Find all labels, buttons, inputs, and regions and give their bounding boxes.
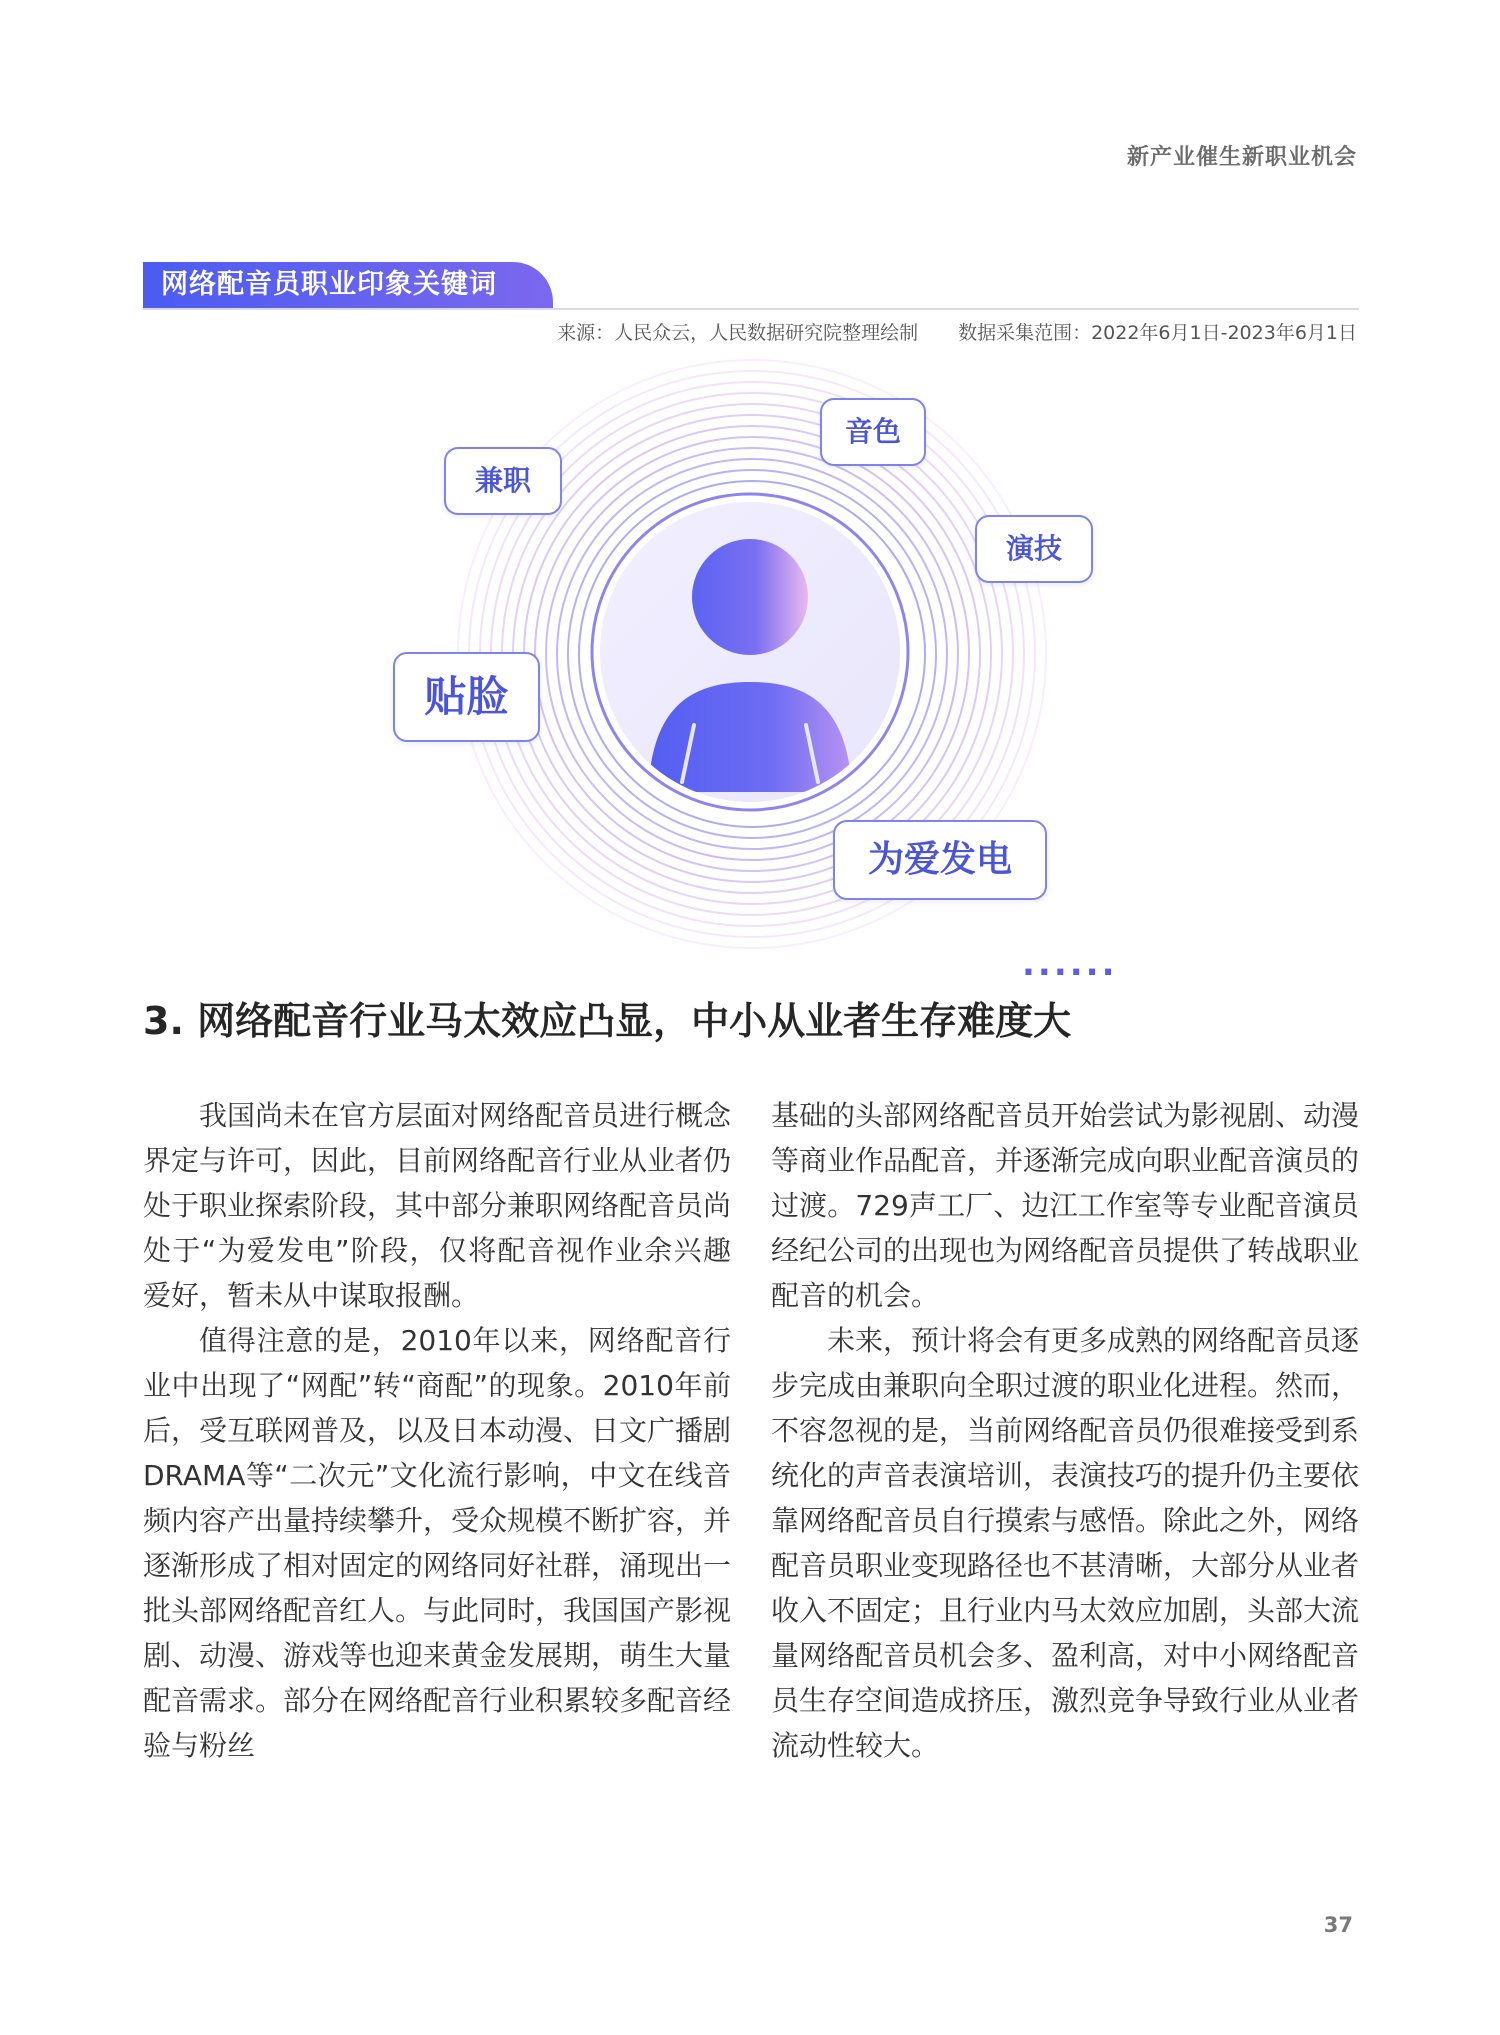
more-keywords-ellipsis: ...... xyxy=(1022,944,1118,984)
paragraph: 基础的头部网络配音员开始尝试为影视剧、动漫等商业作品配音，并逐渐完成向职业配音演员的过渡。729声工厂、边江工作室等专业配音演员经纪公司的出现也为网络配音员提供了转战职业配音的机会。 xyxy=(771,1099,1360,1312)
figure-range: 数据采集范围：2022年6月1日-2023年6月1日 xyxy=(958,322,1357,344)
keyword-yanji: 演技 xyxy=(975,515,1093,583)
paragraph: 我国尚未在官方层面对网络配音员进行概念界定与许可，因此，目前网络配音行业从业者仍处于职业探索阶段，其中部分兼职网络配音员尚处于“为爱发电”阶段，仅将配音视作业余兴趣爱好，暂未从中谋取报酬。 xyxy=(143,1099,732,1312)
paragraph: 未来，预计将会有更多成熟的网络配音员逐步完成由兼职向全职过渡的职业化进程。然而，不容忽视的是，当前网络配音员仍很难接受到系统化的声音表演培训，表演技巧的提升仍主要依靠网络配音员自行摸索与感悟。除此之外，网络配音员职业变现路径也不甚清晰，大部分从业者收入不固定；且行业内马太效应加剧，头部大流量网络配音员机会多、盈利高，对中小网络配音员生存空间造成挤压，激烈竞争导致行业从业者流动性较大。 xyxy=(771,1324,1360,1762)
paragraph: 值得注意的是，2010年以来，网络配音行业中出现了“网配”转“商配”的现象。2010年前后，受互联网普及，以及日本动漫、日文广播剧DRAMA等“二次元”文化流行影响，中文在线音频内容产出量持续攀升，受众规模不断扩容，并逐渐形成了相对固定的网络同好社群，涌现出一批头部网络配音红人。与此同时，我国国产影视剧、动漫、游戏等也迎来黄金发展期，萌生大量配音需求。部分在网络配音行业积累较多配音经验与粉丝 xyxy=(143,1324,732,1762)
keyword-tielian: 贴脸 xyxy=(393,652,540,742)
figure-title-bar xyxy=(143,262,1359,310)
figure-source: 来源：人民众云，人民数据研究院整理绘制 xyxy=(557,322,919,344)
text-column-left xyxy=(143,1093,731,1768)
running-header: 新产业催生新职业机会 xyxy=(1126,145,1357,170)
figure-title: 网络配音员职业印象关键词 xyxy=(143,262,553,308)
keyword-jianzhi: 兼职 xyxy=(444,447,562,515)
text-column-right xyxy=(771,1093,1359,1768)
keyword-weiaifadian: 为爱发电 xyxy=(833,820,1047,900)
avatar-graphic xyxy=(590,492,910,812)
keyword-yinse: 音色 xyxy=(820,398,926,466)
page-number: 37 xyxy=(1323,1913,1353,1937)
section-title: 3. 网络配音行业马太效应凸显，中小从业者生存难度大 xyxy=(143,999,1072,1043)
keyword-figure xyxy=(0,340,1500,984)
